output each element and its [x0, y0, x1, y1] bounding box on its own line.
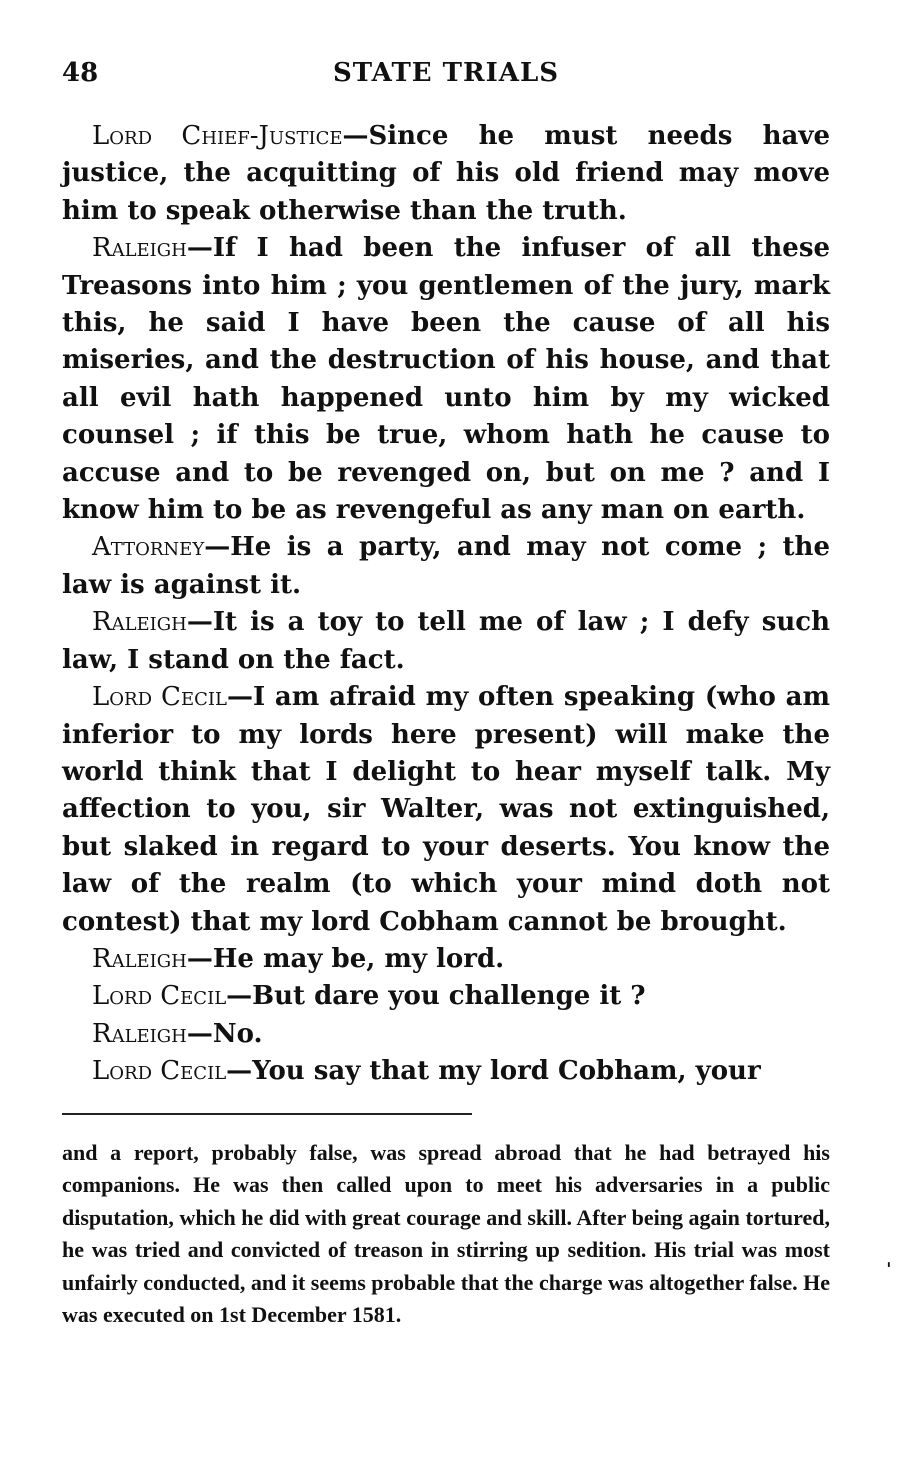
speech-text: —I am afraid my often speaking (who am inferior to my lords here present) will make the world think that I delight to hear myself talk. My affection to you, sir Walter, was not extinguished, but slaked in regard to your deserts. You know the law of the realm (to which your mind doth not contest) that my lord Cobham cannot be brought.: [62, 682, 831, 937]
running-title: STATE TRIALS: [332, 58, 560, 88]
speaker-name: Lord Cecil: [92, 1056, 227, 1087]
dialogue-paragraph: [62, 978, 830, 1015]
dialogue-paragraph: [62, 230, 830, 529]
running-head: [62, 58, 830, 94]
speech-text: —He is a party, and may not come ; the law is against it.: [62, 532, 830, 600]
stray-print-mark: ˈ: [886, 1258, 892, 1282]
dialogue-paragraph: [62, 1016, 830, 1053]
speaker-name: Raleigh: [92, 233, 187, 264]
speech-text: —You say that my lord Cobham, your: [226, 1056, 761, 1087]
speaker-name: Lord Chief-Justice: [92, 121, 343, 151]
dialogue-paragraph: [62, 529, 830, 604]
dialogue-paragraph: [62, 604, 830, 679]
speech-text: —Since he must needs have justice, the acquitting of his old friend may move him to speak otherwise than the truth.: [62, 121, 830, 226]
footnote-divider: [62, 1113, 472, 1115]
speaker-name: Attorney: [92, 532, 205, 563]
speech-text: —He may be, my lord.: [186, 943, 505, 974]
speech-text: —No.: [186, 1018, 263, 1049]
speaker-name: Raleigh: [92, 943, 187, 974]
dialogue-paragraph: [62, 941, 830, 978]
speaker-name: Raleigh: [92, 1018, 187, 1049]
speech-text: —It is a toy to tell me of law ; I defy such law, I stand on the fact.: [62, 607, 830, 675]
book-page: [62, 0, 830, 1474]
speaker-name: Raleigh: [92, 607, 187, 638]
footnote: and a report, probably false, was spread abroad that he had betrayed his companions. He was then called upon to meet his adversaries in a public disputation, which he did with great courage and skill. After being again tortured, he was tried and convicted of treason in stirring up sedition. His trial was most unfairly conducted, and it seems probable that the charge was altogether false. He was executed on 1st December 1581.: [62, 1140, 830, 1328]
speaker-name: Lord Cecil: [92, 981, 227, 1012]
dialogue-paragraph: [62, 1053, 830, 1090]
page-number: 48: [62, 58, 99, 88]
dialogue-paragraph: [62, 118, 830, 230]
speech-text: —But dare you challenge it ?: [226, 981, 646, 1012]
speech-text: —If I had been the infuser of all these Treasons into him ; you gentlemen of the jury, mark this, he said I have been the cause of all his miseries, and the destruction of his house, and that all evil hath happened unto him by my wicked counsel ; if this be true, whom hath he cause to accuse and to be revenged on, but on me ? and I know him to be as revengeful as any man on earth.: [62, 233, 830, 526]
body-text: [62, 118, 830, 1091]
speaker-name: Lord Cecil: [92, 682, 227, 713]
dialogue-paragraph: [62, 679, 830, 941]
